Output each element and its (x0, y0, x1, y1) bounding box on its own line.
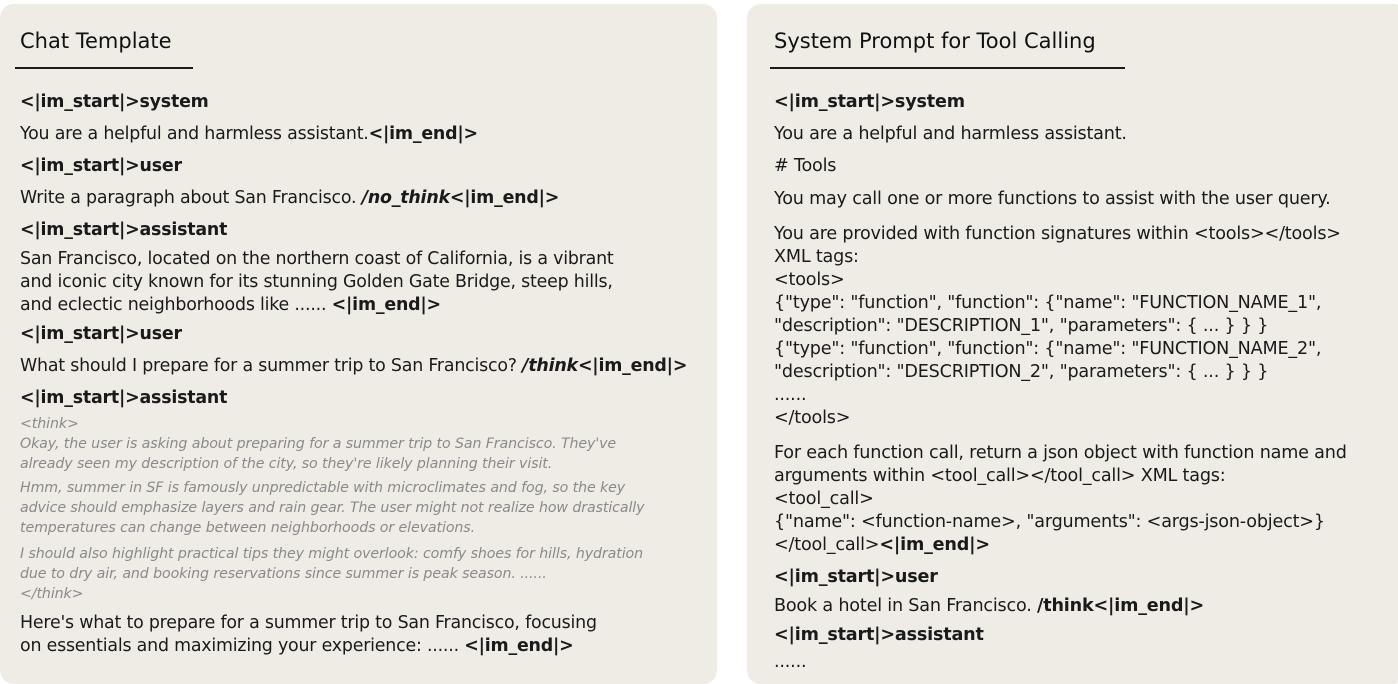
chat-template-panel (0, 4, 717, 684)
system-role-tag: <|im_start|>system (774, 92, 965, 112)
system-message: You are a helpful and harmless assistant. (774, 124, 1127, 144)
tools-heading: # Tools (774, 156, 837, 176)
end-token: <|im_end|> (449, 188, 560, 208)
tool-calling-panel (747, 4, 1398, 684)
assistant-role-tag: <|im_start|>assistant (20, 388, 228, 408)
think-block-1: <think> Okay, the user is asking about preparing for a summer trip to San Francisco. They've already seen my description of the city, so they're likely planning their visit. (20, 416, 617, 472)
user-message: Book a hotel in San Francisco. /think<|im_end|> (774, 596, 1205, 616)
end-token: <|im_end|> (464, 636, 574, 656)
system-role-tag: <|im_start|>system (20, 92, 209, 112)
panel-title: Chat Template (20, 29, 172, 53)
tool-call-instructions: For each function call, return a json object with function name and arguments within <tool_call></tool_call> XML tags: <tool_call> {"name": <function-name>, "arguments": <args-json-object>} </tool_call><|im_end|> (774, 443, 1347, 555)
system-message: You are a helpful and harmless assistant.<|im_end|> (20, 124, 478, 144)
think-flag: /think (522, 356, 578, 376)
end-token: <|im_end|> (1093, 596, 1205, 616)
title-underline (770, 67, 1125, 69)
panel-title: System Prompt for Tool Calling (774, 29, 1096, 53)
assistant-ellipsis: ...... (774, 652, 807, 672)
user-role-tag: <|im_start|>user (20, 324, 182, 344)
no-think-flag: /no_think (361, 188, 450, 208)
assistant-role-tag: <|im_start|>assistant (20, 220, 228, 240)
tool-calling-body (774, 91, 1398, 674)
end-token: <|im_end|> (577, 356, 688, 376)
think-flag: /think (1037, 596, 1094, 616)
user-role-tag: <|im_start|>user (20, 156, 182, 176)
end-token: <|im_end|> (368, 124, 478, 144)
tools-definition-block: You are provided with function signatures within <tools></tools> XML tags: <tools> {"type": "function", "function": {"name": "FUNCTION_NAME_1", "description": "DESCRIPTION_1", "parameters": { ... } } } {"type": "function", "function": {"name": "FUNCTION_NAME_2", "description": "DESCRIPTION_2", "parameters": { ... } } } ...... </tools> (774, 224, 1341, 428)
assistant-message-1: San Francisco, located on the northern coast of California, is a vibrant and iconic city known for its stunning Golden Gate Bridge, steep hills, and eclectic neighborhoods like ...... <|im_end|> (20, 249, 614, 315)
user-message-1: Write a paragraph about San Francisco. /no_think<|im_end|> (20, 188, 560, 208)
user-message-2: What should I prepare for a summer trip to San Francisco? /think<|im_end|> (20, 356, 688, 376)
think-block-2: Hmm, summer in SF is famously unpredictable with microclimates and fog, so the key advice should emphasize layers and rain gear. The user might not realize how drastically temperatures can change between neighborhoods or elevations. (20, 480, 645, 536)
assistant-role-tag: <|im_start|>assistant (774, 625, 984, 645)
end-token: <|im_end|> (331, 295, 441, 315)
tools-intro: You may call one or more functions to assist with the user query. (774, 189, 1331, 209)
assistant-message-2: Here's what to prepare for a summer trip to San Francisco, focusing on essentials and maximizing your experience: ...... <|im_end|> (20, 613, 597, 656)
chat-template-body (20, 91, 717, 658)
think-block-3: I should also highlight practical tips they might overlook: comfy shoes for hills, hydration due to dry air, and booking reservations since summer is peak season. ...... </think> (20, 546, 644, 602)
title-underline (15, 67, 193, 69)
end-token: <|im_end|> (879, 535, 990, 555)
user-role-tag: <|im_start|>user (774, 567, 938, 587)
